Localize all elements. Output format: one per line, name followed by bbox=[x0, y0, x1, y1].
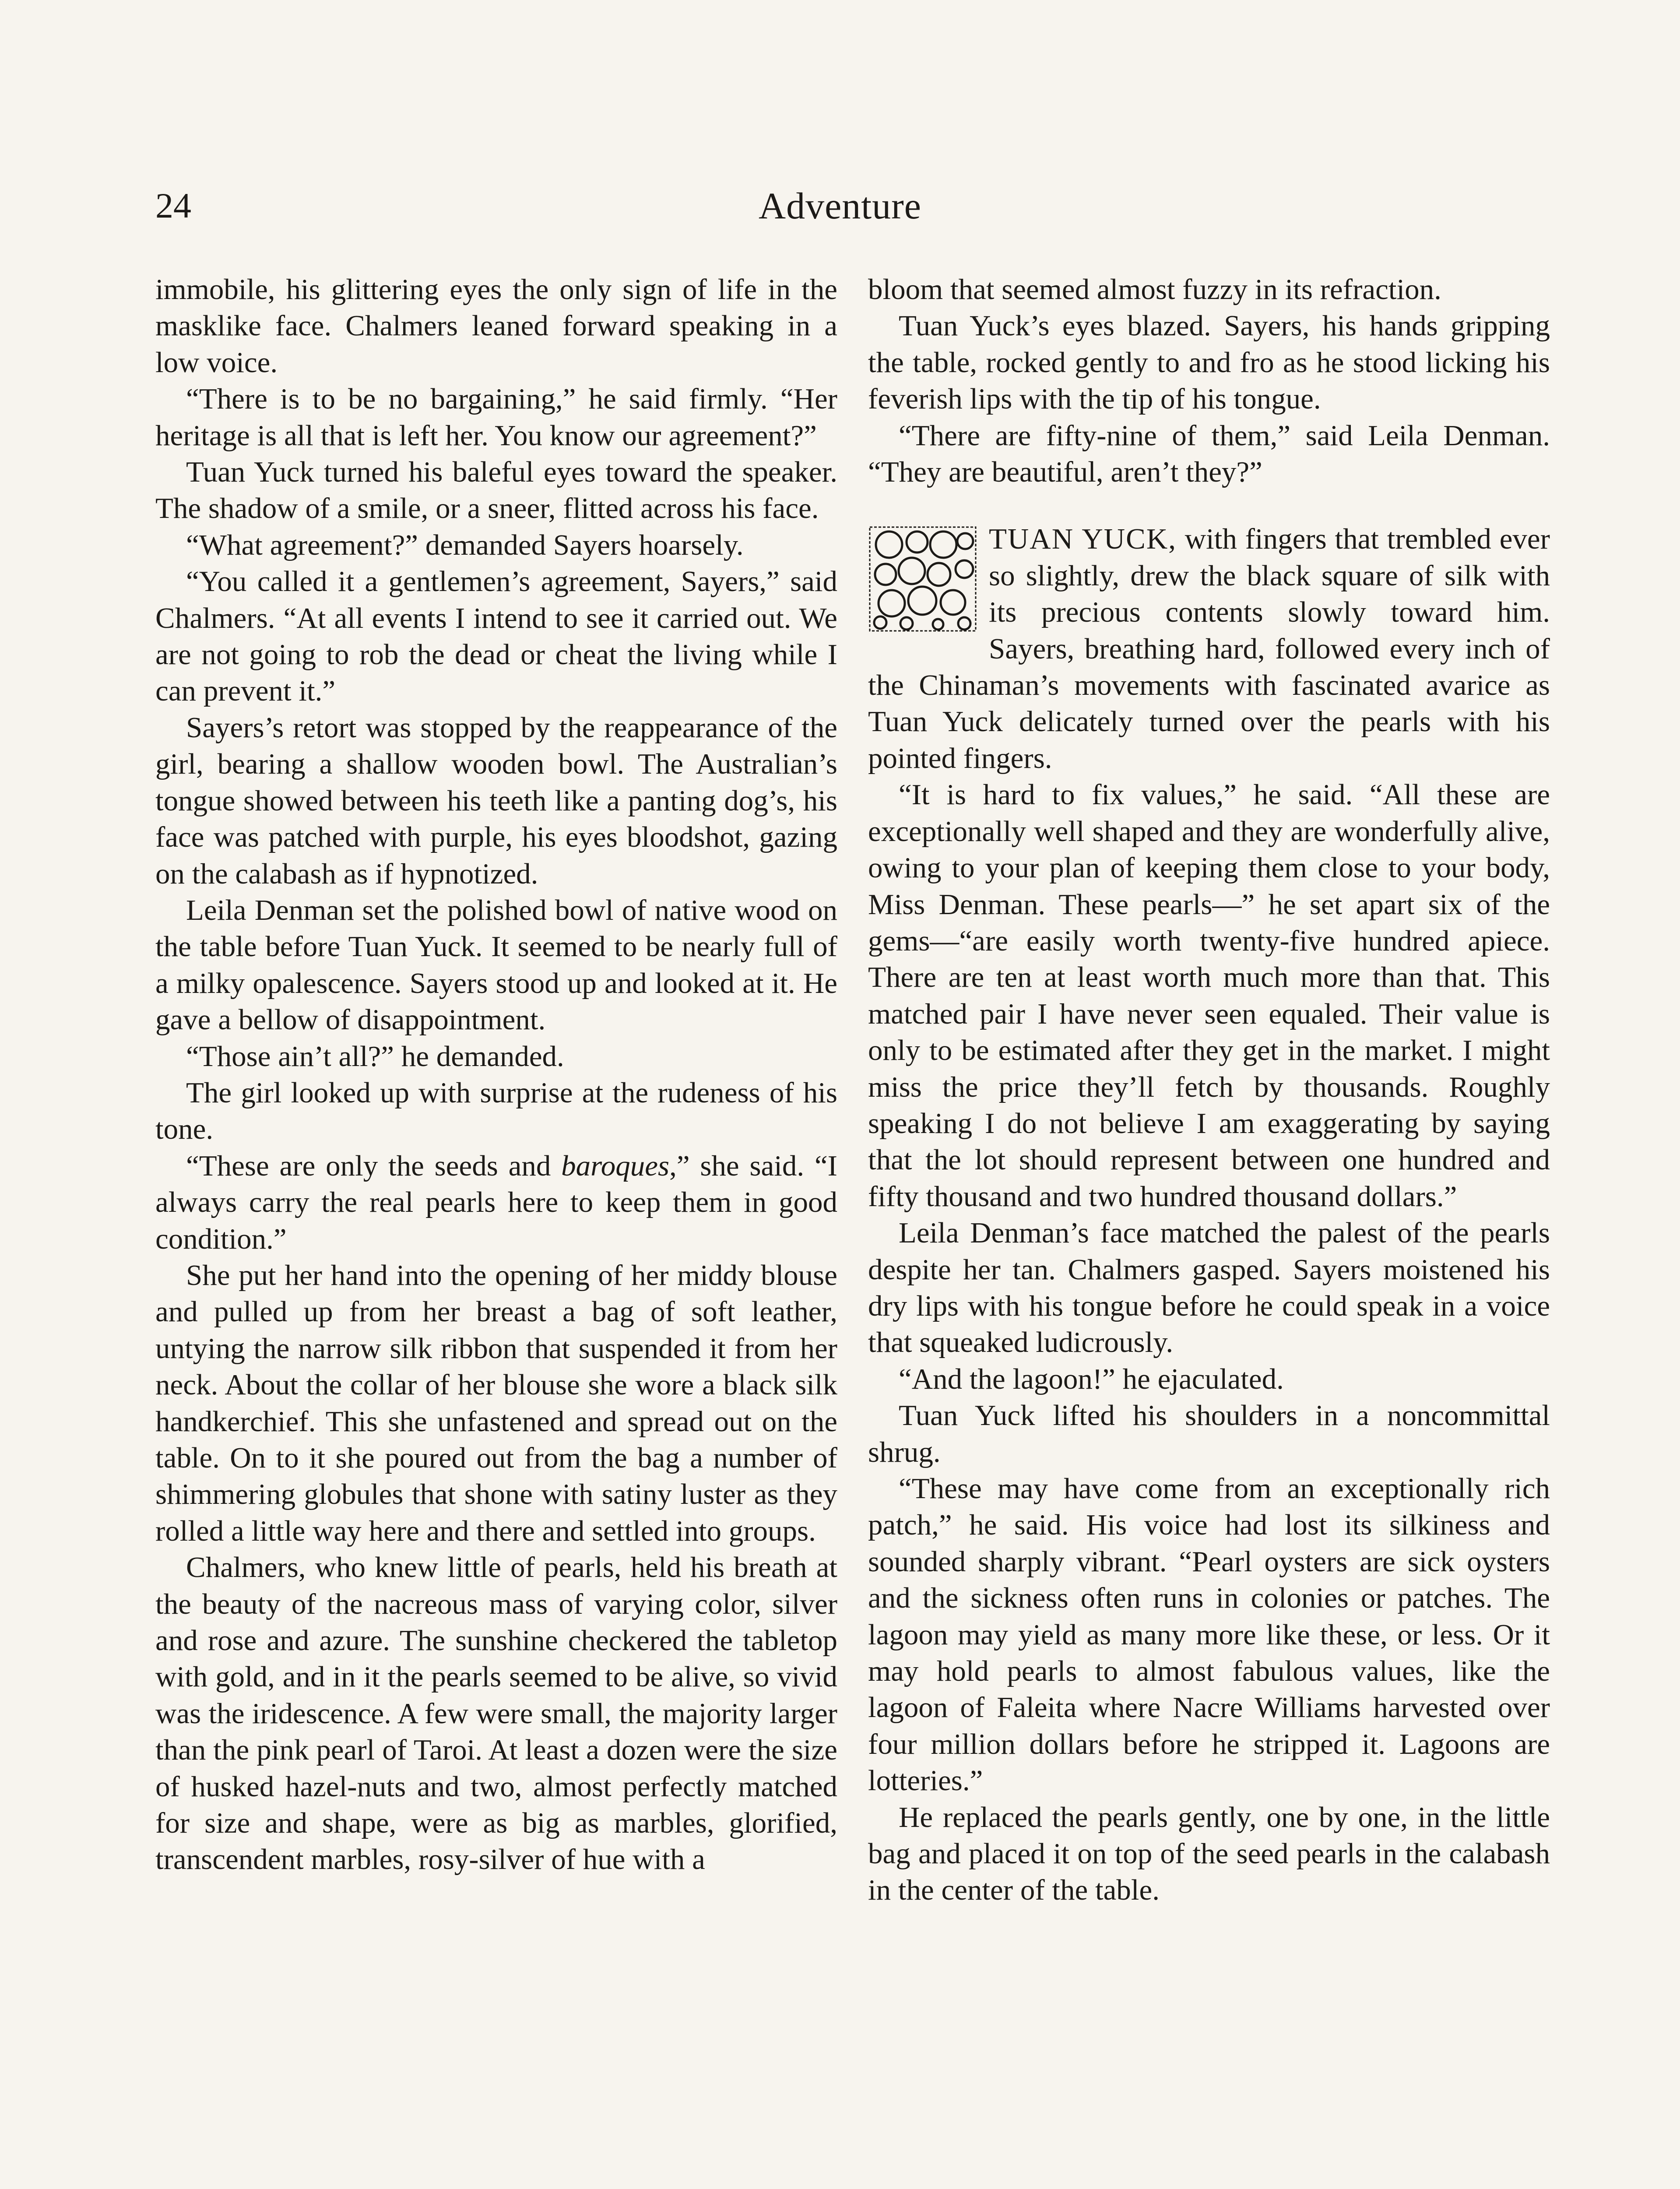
paragraph: He replaced the pearls gently, one by one, in the little bag and placed it on top of the seed pearls in the calabash in the center of the table. bbox=[868, 1801, 1550, 1907]
paragraph: “It is hard to fix values,” he said. “All these are exceptionally well shaped and they are wonderfully alive, owing to your plan of keeping them close to your body, Miss Denman. These pearls—” he set apart six of the gems—“are easily worth twenty-five hundred apiece. There are ten at least worth much more than that. This matched pair I have never seen equaled. Their value is only to be estimated after they get in the market. I might miss the price they’ll fetch by thousands. Roughly speaking I do not believe I am exaggerating by saying that the lot should represent between one hundred and fifty thousand and two hundred thousand dollars.” bbox=[868, 778, 1550, 1213]
left-column bbox=[155, 271, 837, 1878]
paragraph: “You called it a gentlemen’s agreement, Sayers,” said Chalmers. “At all events I intend to see it carried out. We are not going to rob the dead or cheat the living while I can prevent it.” bbox=[155, 565, 837, 707]
paragraph: Chalmers, who knew little of pearls, held his breath at the beauty of the nacreous mass of varying color, silver and rose and azure. The sunshine checkered the tabletop with gold, and in it the pearls seemed to be alive, so vivid was the iridescence. A few were small, the majority larger than the pink pearl of Taroi. At least a dozen were the size of husked hazel-nuts and two, almost perfectly matched for size and shape, were as big as marbles, glorified, transcendent marbles, rosy-silver of hue with a bbox=[155, 1551, 837, 1876]
section-lead-in: TUAN YUCK, bbox=[989, 523, 1177, 556]
page-number: 24 bbox=[155, 186, 191, 225]
text-run: “These are only the seeds and bbox=[186, 1149, 562, 1182]
paragraph: She put her hand into the opening of her middy blouse and pulled up from her breast a bag of soft leather, untying the narrow silk ribbon that suspended it from her neck. About the collar of her blouse she wore a black silk handkerchief. This she unfastened and spread out on the table. On to it she poured out from the bag a number of shimmering globules that shone with satiny luster as they rolled a little way here and there and settled into groups. bbox=[155, 1259, 837, 1547]
paragraph: Leila Denman’s face matched the palest of the pearls despite her tan. Chalmers gasped. Sayers moistened his dry lips with his tongue before he could speak in a voice that squeaked ludicrously. bbox=[868, 1217, 1550, 1359]
section-opening-paragraph bbox=[868, 521, 1550, 777]
paragraph: “There are fifty-nine of them,” said Leila Denman. “They are beautiful, aren’t they?” bbox=[868, 419, 1550, 489]
paragraph: Tuan Yuck turned his baleful eyes toward the speaker. The shadow of a smile, or a sneer, flitted across his face. bbox=[155, 456, 837, 525]
text-run: ,” she said. “I always carry the real pearls here to keep them in good condition.” bbox=[155, 1149, 837, 1255]
italic-word: baroques bbox=[561, 1149, 670, 1182]
paragraph: “There is to be no bargaining,” he said firmly. “Her heritage is all that is left her. You know our agreement?” bbox=[155, 383, 837, 452]
page-header bbox=[0, 182, 1680, 239]
paragraph: Tuan Yuck lifted his shoulders in a noncommittal shrug. bbox=[868, 1399, 1550, 1468]
paragraph: Leila Denman set the polished bowl of native wood on the table before Tuan Yuck. It seemed to be nearly full of a milky opalescence. Sayers stood up and looked at it. He gave a bellow of disappointment. bbox=[155, 894, 837, 1036]
paragraph: immobile, his glittering eyes the only sign of life in the masklike face. Chalmers leaned forward speaking in a low voice. bbox=[155, 273, 837, 379]
paragraph: bloom that seemed almost fuzzy in its refraction. bbox=[868, 273, 1441, 306]
paragraph: Sayers’s retort was stopped by the reappearance of the girl, bearing a shallow wooden bowl. The Australian’s tongue showed between his teeth like a panting dog’s, his face was patched with purple, his eyes bloodshot, gazing on the calabash as if hypnotized. bbox=[155, 711, 837, 890]
paragraph: Tuan Yuck’s eyes blazed. Sayers, his hands gripping the table, rocked gently to and fro as he stood licking his feverish lips with the tip of his tongue. bbox=[868, 310, 1550, 415]
paragraph: “These may have come from an exceptionally rich patch,” he said. His voice had lost its silkiness and sounded sharply vibrant. “Pearl oysters are sick oysters and the sickness often runs in colonies or patches. The lagoon may yield as many more like these, or less. Or it may hold pearls to almost fabulous values, like the lagoon of Faleita where Nacre Williams harvested over four million dollars before he stripped it. Lagoons are lotteries.” bbox=[868, 1472, 1550, 1797]
paragraph bbox=[155, 1148, 837, 1257]
running-head: Adventure bbox=[759, 185, 921, 227]
paragraph: “And the lagoon!” he ejaculated. bbox=[899, 1362, 1284, 1395]
right-column bbox=[868, 271, 1550, 1909]
paragraph: “Those ain’t all?” he demanded. bbox=[186, 1040, 564, 1073]
text-run: with fingers that trembled ever so slightly, drew the black square of silk with its precious contents slowly toward him. Sayers, breathing hard, followed every inch of the Chinaman’s movements with fascinated avarice as Tuan Yuck delicately turned over the pearls with his pointed fingers. bbox=[868, 523, 1550, 774]
paragraph: “What agreement?” demanded Sayers hoarsely. bbox=[186, 528, 744, 561]
paragraph: The girl looked up with surprise at the rudeness of his tone. bbox=[155, 1076, 837, 1146]
pearls-ornament-icon bbox=[868, 525, 977, 633]
